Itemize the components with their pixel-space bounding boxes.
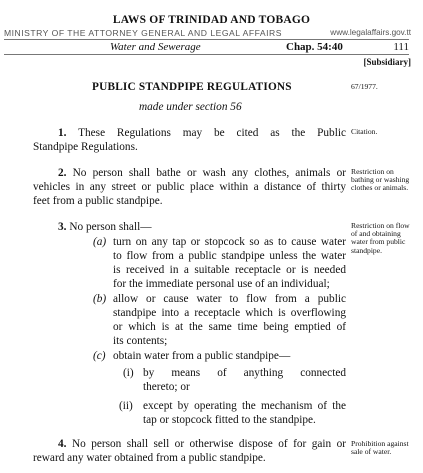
paragraph-b-line-4: its contents; bbox=[113, 335, 168, 347]
section-2-line-3: feet from a public standpipe. bbox=[33, 195, 163, 207]
paragraph-b-line-1: allow or cause water to flow from a public bbox=[113, 293, 346, 305]
part-title: Water and Sewerage bbox=[110, 41, 201, 53]
page-number: 111 bbox=[393, 41, 409, 53]
section-1-line-2: Standpipe Regulations. bbox=[33, 141, 138, 153]
section-1-marginal-note: Citation. bbox=[351, 127, 378, 136]
subparagraph-ii-line-2: tap or stopcock fitted to the standpipe. bbox=[143, 414, 316, 426]
ministry-name: MINISTRY OF THE ATTORNEY GENERAL AND LEGAL AFFAIRS bbox=[4, 28, 282, 38]
section-3-number: 3. bbox=[58, 221, 67, 233]
paragraph-a-line-2: to flow from a public standpipe unless the water bbox=[113, 250, 346, 262]
section-2-marginal-note: Restriction on bathing or washing clothes or animals. bbox=[351, 167, 410, 193]
paragraph-b-line-3: or which is at the same time being emptied of bbox=[113, 321, 346, 333]
section-4-marginal-note: Prohibition against sale of water. bbox=[351, 439, 409, 457]
chapter-number: Chap. 54:40 bbox=[286, 41, 343, 53]
section-2-line-1: 2. No person shall bathe or wash any clothes, animals or bbox=[58, 167, 347, 179]
section-4-number: 4. bbox=[58, 438, 67, 450]
paragraph-a-line-3: is received in a suitable receptacle or is needed bbox=[113, 264, 346, 276]
section-4-line-1: 4. No person shall sell or otherwise dispose of for gain or bbox=[58, 438, 346, 450]
subparagraph-ii-label: (ii) bbox=[119, 400, 133, 412]
subparagraph-ii-line-1: except by operating the mechanism of the bbox=[143, 400, 346, 412]
section-1-line-1: 1. These Regulations may be cited as the Public bbox=[58, 127, 346, 139]
paragraph-c-line-1: obtain water from a public standpipe— bbox=[113, 350, 291, 362]
paragraph-b-label: (b) bbox=[93, 293, 107, 305]
subparagraph-i-line-1: by means of anything connected bbox=[143, 367, 346, 379]
section-3-intro: 3. No person shall— bbox=[58, 221, 152, 233]
subsidiary-label: [Subsidiary] bbox=[363, 57, 411, 67]
paragraph-c-label: (c) bbox=[93, 350, 106, 362]
document-header-title: LAWS OF TRINIDAD AND TOBAGO bbox=[112, 14, 311, 26]
website-url: www.legalaffairs.gov.tt bbox=[330, 28, 411, 37]
section-1-number: 1. bbox=[58, 127, 67, 139]
regulation-title: PUBLIC STANDPIPE REGULATIONS bbox=[92, 81, 292, 93]
section-2-line-2: vehicles in any street or public place within a distance of thirty bbox=[33, 181, 346, 193]
regulation-subtitle: made under section 56 bbox=[139, 101, 242, 113]
paragraph-a-line-4: for the immediate personal use of an individual; bbox=[113, 278, 330, 290]
section-4-line-2: reward any water obtained from a public standpipe. bbox=[33, 452, 266, 464]
paragraph-b-line-2: standpipe into a receptacle which is overflowing bbox=[113, 307, 346, 319]
paragraph-a-line-1: turn on any tap or stopcock so as to cause water bbox=[113, 236, 346, 248]
section-2-number: 2. bbox=[58, 167, 67, 179]
subparagraph-i-label: (i) bbox=[123, 367, 134, 379]
paragraph-a-label: (a) bbox=[93, 236, 107, 248]
section-3-marginal-note: Restriction on flow of and obtaining water from public standpipe. bbox=[351, 221, 410, 255]
regulation-reference: 67/1977. bbox=[351, 82, 378, 91]
subparagraph-i-line-2: thereto; or bbox=[143, 381, 190, 393]
header-rule-top bbox=[4, 39, 409, 40]
header-rule-bottom bbox=[4, 54, 409, 55]
